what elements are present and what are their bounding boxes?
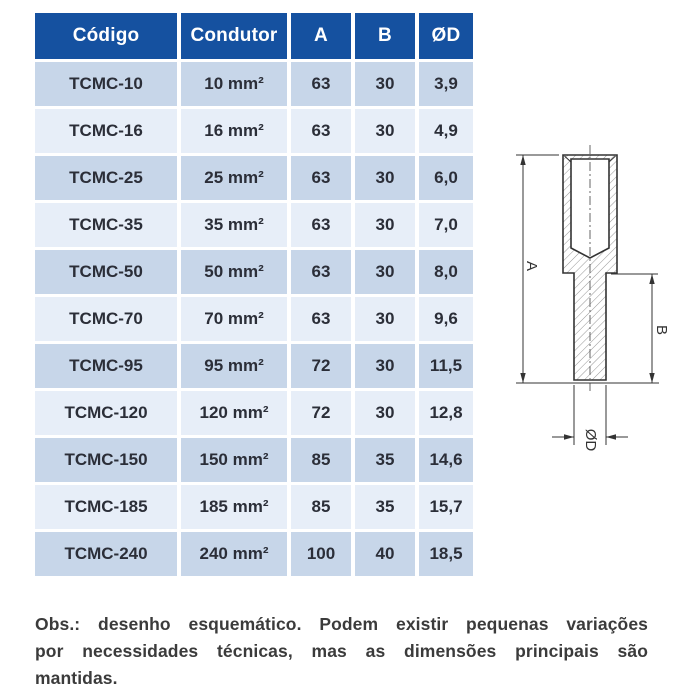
- b-cell: 35: [355, 438, 415, 482]
- terminal-cross-section-svg: [505, 140, 675, 470]
- dimension-a-label: A: [523, 260, 541, 272]
- condutor-cell: 70 mm²: [181, 297, 287, 341]
- b-cell: 30: [355, 391, 415, 435]
- b-cell: 30: [355, 250, 415, 294]
- column-header-condutor: Condutor: [181, 13, 287, 59]
- condutor-cell: 150 mm²: [181, 438, 287, 482]
- codigo-cell: TCMC-70: [35, 297, 177, 341]
- technical-drawing: [505, 140, 675, 470]
- d-cell: 18,5: [419, 532, 473, 576]
- codigo-cell: TCMC-240: [35, 532, 177, 576]
- a-cell: 100: [291, 532, 351, 576]
- codigo-cell: TCMC-50: [35, 250, 177, 294]
- dimension-d-label: ØD: [582, 428, 600, 452]
- condutor-cell: 35 mm²: [181, 203, 287, 247]
- footnote: [35, 611, 648, 692]
- table-row: [35, 203, 473, 247]
- codigo-cell: TCMC-95: [35, 344, 177, 388]
- d-cell: 15,7: [419, 485, 473, 529]
- a-cell: 72: [291, 391, 351, 435]
- a-cell: 63: [291, 156, 351, 200]
- dim-b-arrow-down: [649, 373, 654, 383]
- table-row: [35, 532, 473, 576]
- dim-a-arrow-down: [520, 373, 525, 383]
- b-cell: 30: [355, 109, 415, 153]
- table-row: [35, 297, 473, 341]
- a-cell: 63: [291, 109, 351, 153]
- footnote-line: Obs.: desenho esquemático. Podem existir pequenas variações: [35, 614, 648, 634]
- table-body: [35, 62, 473, 576]
- a-cell: 63: [291, 250, 351, 294]
- b-cell: 30: [355, 344, 415, 388]
- dimension-b: [611, 274, 658, 383]
- column-header-d: ØD: [419, 13, 473, 59]
- condutor-cell: 185 mm²: [181, 485, 287, 529]
- column-header-codigo: Código: [35, 13, 177, 59]
- a-cell: 63: [291, 203, 351, 247]
- condutor-cell: 25 mm²: [181, 156, 287, 200]
- b-cell: 30: [355, 62, 415, 106]
- table-row: [35, 156, 473, 200]
- dim-b-arrow-up: [649, 274, 654, 284]
- footnote-line: por necessidades técnicas, mas as dimensões principais são: [35, 641, 648, 661]
- a-cell: 85: [291, 438, 351, 482]
- b-cell: 30: [355, 156, 415, 200]
- footnote-line: mantidas.: [35, 668, 118, 688]
- table-header-row: [35, 13, 473, 59]
- d-cell: 8,0: [419, 250, 473, 294]
- table-row: [35, 391, 473, 435]
- d-cell: 9,6: [419, 297, 473, 341]
- codigo-cell: TCMC-185: [35, 485, 177, 529]
- table-row: [35, 485, 473, 529]
- dim-a-arrow-up: [520, 155, 525, 165]
- b-cell: 40: [355, 532, 415, 576]
- column-header-b: B: [355, 13, 415, 59]
- a-cell: 85: [291, 485, 351, 529]
- codigo-cell: TCMC-10: [35, 62, 177, 106]
- b-cell: 35: [355, 485, 415, 529]
- table-row: [35, 438, 473, 482]
- a-cell: 63: [291, 62, 351, 106]
- dimension-b-label: B: [653, 324, 671, 336]
- condutor-cell: 50 mm²: [181, 250, 287, 294]
- table-row: [35, 62, 473, 106]
- d-cell: 3,9: [419, 62, 473, 106]
- codigo-cell: TCMC-120: [35, 391, 177, 435]
- condutor-cell: 10 mm²: [181, 62, 287, 106]
- d-cell: 4,9: [419, 109, 473, 153]
- a-cell: 63: [291, 297, 351, 341]
- codigo-cell: TCMC-25: [35, 156, 177, 200]
- b-cell: 30: [355, 203, 415, 247]
- codigo-cell: TCMC-16: [35, 109, 177, 153]
- d-cell: 11,5: [419, 344, 473, 388]
- d-cell: 7,0: [419, 203, 473, 247]
- table-row: [35, 344, 473, 388]
- d-cell: 14,6: [419, 438, 473, 482]
- dim-d-arrow-right: [564, 434, 574, 439]
- table-row: [35, 250, 473, 294]
- spec-table: [31, 10, 477, 579]
- column-header-a: A: [291, 13, 351, 59]
- codigo-cell: TCMC-35: [35, 203, 177, 247]
- b-cell: 30: [355, 297, 415, 341]
- dim-d-arrow-left: [606, 434, 616, 439]
- table-row: [35, 109, 473, 153]
- condutor-cell: 240 mm²: [181, 532, 287, 576]
- condutor-cell: 16 mm²: [181, 109, 287, 153]
- condutor-cell: 95 mm²: [181, 344, 287, 388]
- a-cell: 72: [291, 344, 351, 388]
- d-cell: 6,0: [419, 156, 473, 200]
- codigo-cell: TCMC-150: [35, 438, 177, 482]
- d-cell: 12,8: [419, 391, 473, 435]
- condutor-cell: 120 mm²: [181, 391, 287, 435]
